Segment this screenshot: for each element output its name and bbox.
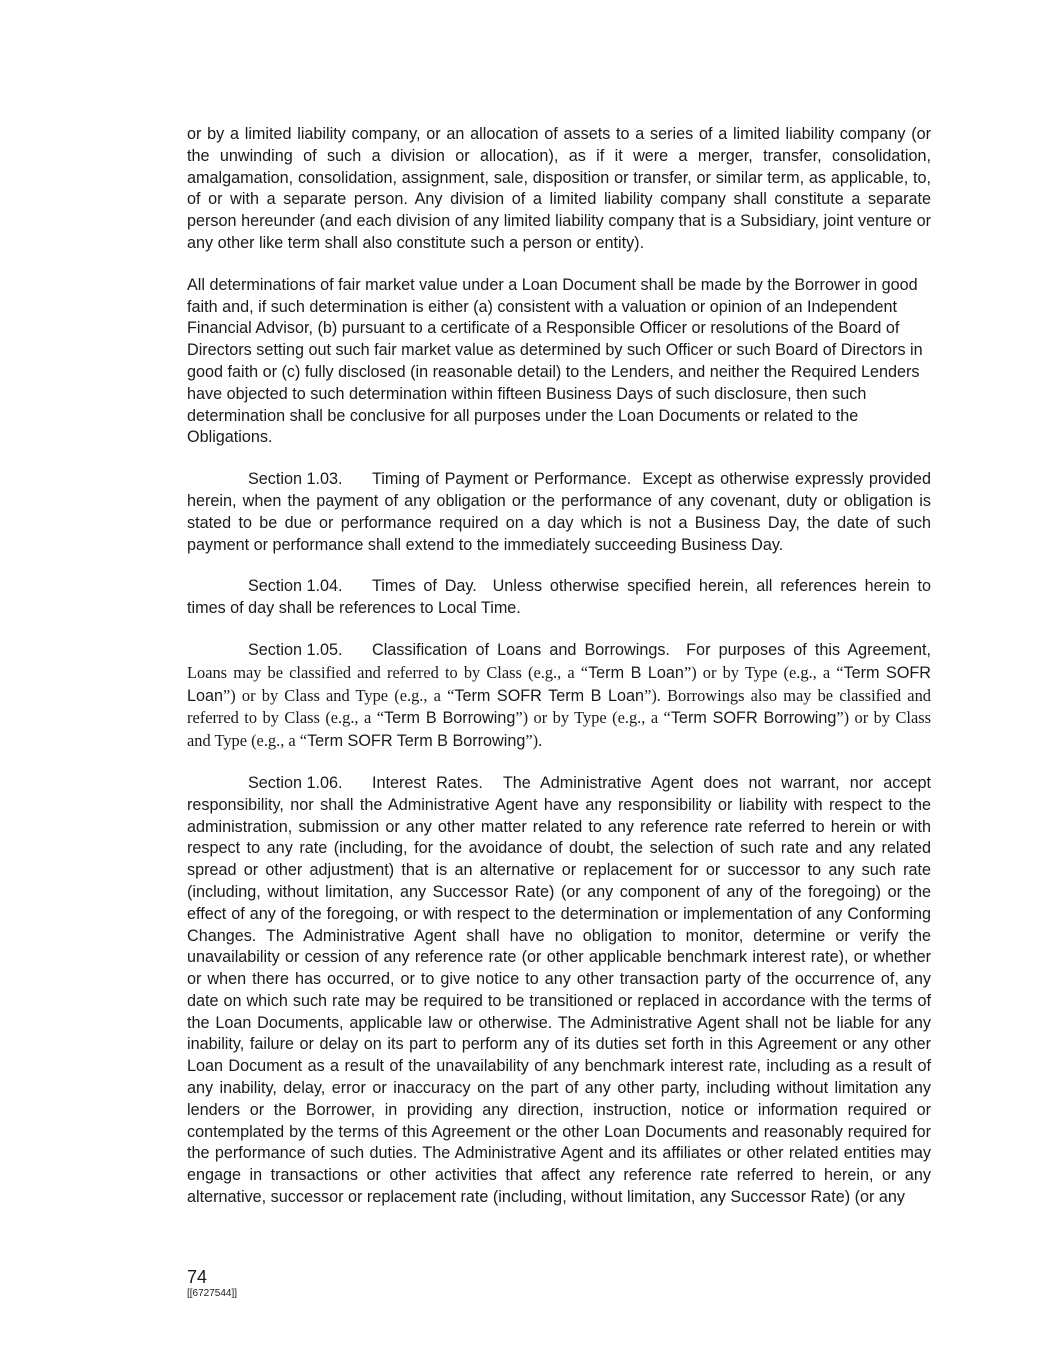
- section-title: Interest Rates.: [372, 773, 483, 792]
- section-1-05: [187, 640, 931, 753]
- body-segment: Loans may be classified and referred to by Class (e.g., a “: [187, 662, 589, 682]
- section-body-lead: For purposes of this Agreement,: [686, 640, 931, 659]
- paragraph-fair-market-value: All determinations of fair market value under a Loan Document shall be made by the Borrower in good faith and, if such determination is either (a) consistent with a valuation or opinion of an Independent Financial Advisor, (b) pursuant to a certificate of a Responsible Officer or resolutions of the Board of Directors setting out such fair market value as determined by such Officer or such Board of Directors in good faith or (c) fully disclosed (in reasonable detail) to the Lenders, and neither the Required Lenders have objected to such determination within fifteen Business Days of such disclosure, then such determination shall be conclusive for all purposes under the Loan Documents or related to the Obligations.: [187, 275, 923, 447]
- page-number: 74: [187, 1267, 208, 1287]
- body-segment: ”).: [525, 731, 543, 751]
- defined-term: Term B Loan: [588, 663, 684, 682]
- document-id: [[6727544]]: [187, 1288, 238, 1299]
- body-segment: ”) or by Class and Type (e.g., a “: [223, 685, 455, 705]
- page-footer: [187, 1266, 237, 1300]
- body-segment: ”) or by Type (e.g., a “: [515, 708, 671, 728]
- body-segment: ”) or by Type (e.g., a “: [683, 662, 844, 682]
- section-body: Except as otherwise expressly provided herein, when the payment of any obligation or the performance of any covenant, duty or obligation is stated to be due or performance required on a day which is not a Business Day, the date of such payment or performance shall extend to the immediately succeeding Business Day.: [187, 470, 931, 554]
- section-1-03: [187, 469, 931, 556]
- section-number: Section 1.03.: [248, 470, 343, 489]
- defined-term: Term SOFR Term B Loan: [454, 686, 645, 705]
- section-title: Classification of Loans and Borrowings.: [372, 640, 670, 659]
- defined-term: Term B Borrowing: [384, 709, 516, 728]
- section-1-04: [187, 576, 931, 620]
- section-number: Section 1.06.: [248, 773, 343, 792]
- defined-term: Term SOFR Term B Borrowing: [307, 732, 526, 751]
- paragraph-division-definition: or by a limited liability company, or an allocation of assets to a series of a limited liability company (or the unwinding of such a division or allocation), as if it were a merger, transfer, consolidation, amalgamation, consolidation, assignment, sale, disposition or transfer, or similar term, as applicable, to, of or with a separate person. Any division of a limited liability company shall constitute a separate person hereunder (and each division of any limited liability company that is a Subsidiary, joint venture or any other like term shall also constitute such a person or entity).: [187, 125, 931, 252]
- section-1-06: [187, 773, 931, 1209]
- section-title: Times of Day.: [372, 577, 477, 596]
- section-number: Section 1.05.: [248, 640, 343, 659]
- section-body: Unless otherwise specified herein, all references herein to times of day shall be references to Local Time.: [187, 577, 932, 618]
- body-segment: ”) or by Class and Type (e.g., a “: [187, 708, 932, 751]
- defined-term: Term SOFR Borrowing: [670, 709, 837, 728]
- document-page: [187, 124, 931, 1229]
- defined-term: Term SOFR Loan: [187, 663, 932, 705]
- section-body: The Administrative Agent does not warrant, nor accept responsibility, nor shall the Administrative Agent have any responsibility or liability with respect to the administration, submission or any other matter related to any reference rate referred to herein or with respect to any rate (including, for the avoidance of doubt, the selection of such rate and any related spread or other adjustment) that is an alternative or replacement for or successor to any such rate (including, without limitation, any Successor Rate) (or any component of any of the foregoing) or the effect of any of the foregoing, or with respect to the determination or implementation of any Conforming Changes. The Administrative Agent shall have no obligation to monitor, determine or verify the unavailability or cession of any reference rate (or other applicable benchmark interest rate), or whether or when there has occurred, or to give notice to any other transaction party of the occurrence of, any date on which such rate may be required to be transitioned or replaced in accordance with the terms of the Loan Documents, applicable law or otherwise. The Administrative Agent shall not be liable for any inability, failure or delay on its part to perform any of its duties set forth in this Agreement or any other Loan Document as a result of the unavailability of any benchmark interest rate, including as a result of any inability, delay, error or inaccuracy on the part of any other party, including without limitation any lenders or the Borrower, in providing any direction, instruction, notice or information required or contemplated by the terms of this Agreement or the other Loan Documents and reasonably required for the performance of such duties. The Administrative Agent and its affiliates or other related entities may engage in transactions or other activities that affect any reference rate referred to herein, or any alternative, successor or replacement rate (including, without limitation, any Successor Rate) (or any: [187, 773, 931, 1207]
- section-title: Timing of Payment or Performance.: [372, 470, 632, 489]
- body-segment: ”). Borrowings also may be classified and referred to by Class (e.g., a “: [187, 685, 931, 728]
- section-number: Section 1.04.: [248, 577, 343, 596]
